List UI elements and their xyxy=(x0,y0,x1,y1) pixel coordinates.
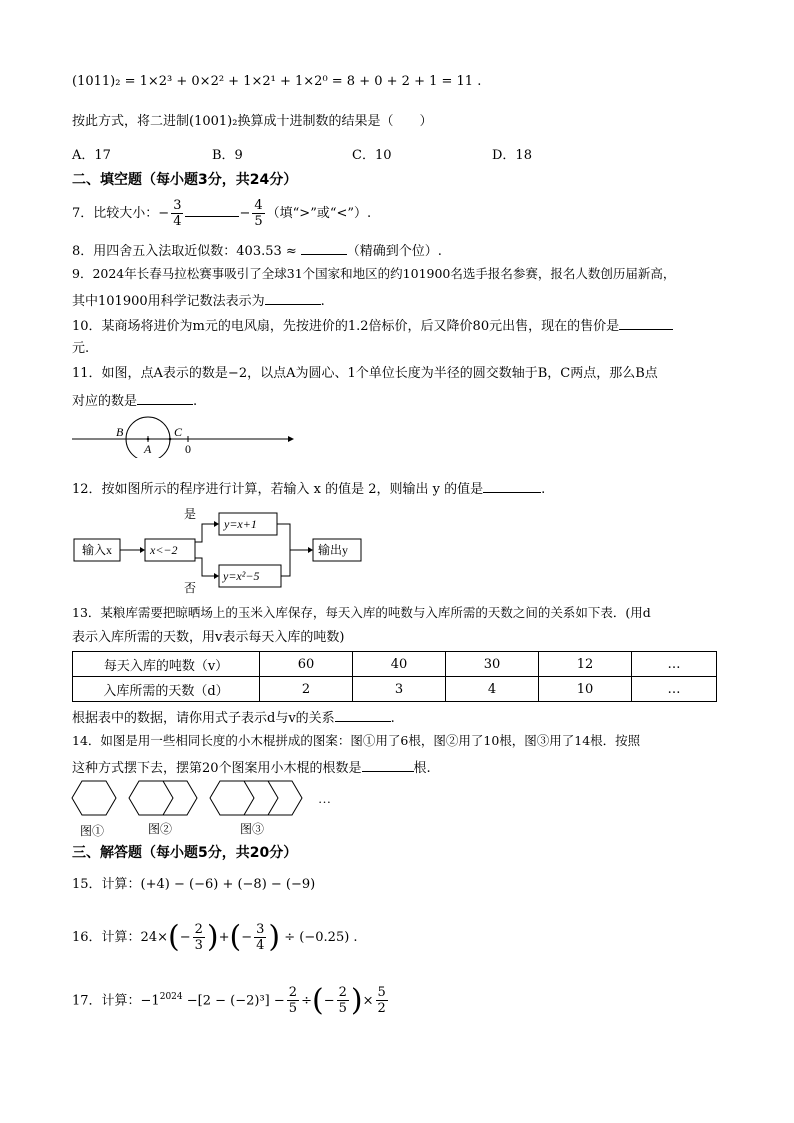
q17-frac3: $\frac{5}{2}$ xyxy=(377,985,386,1017)
label-c: C xyxy=(174,425,183,439)
table-cell: 3 xyxy=(353,677,446,702)
q13-after: 根据表中的数据，请你用式子表示d与v的关系 . xyxy=(72,707,395,728)
q17: 17．计算：$-1^{2024} -[2 - (-2)^3]$ − $\frac{2}{5}$ ÷(− $\frac{2}{5}$ )× $\frac{5}{2}$ xyxy=(72,982,386,1018)
point-c xyxy=(169,438,172,441)
hexagon-fig3a xyxy=(210,781,254,815)
flow-no-label: 否 xyxy=(184,581,197,595)
q16-frac1: $\frac{2}{3}$ xyxy=(194,922,203,953)
q6-stem xyxy=(72,113,432,131)
flow-cond-text: x<−2 xyxy=(150,543,178,557)
table-cell: 2 xyxy=(260,677,353,702)
table-cell: 30 xyxy=(446,652,539,677)
q16-frac2: $\frac{3}{4}$ xyxy=(256,922,265,953)
q9-answer-blank[interactable] xyxy=(265,290,321,305)
caption-fig3: 图③ xyxy=(240,822,265,836)
q11-number-line-figure xyxy=(72,416,296,458)
q9-line1: 9．2024年长春马拉松赛事吸引了全球31个国家和地区的约101900名选手报名参赛，报名人数创历届新高， xyxy=(72,266,676,281)
q7-suffix: （填“>”或“<”）. xyxy=(266,206,372,221)
q13-line2: 表示入库所需的天数，用v表示每天入库的吨数) xyxy=(72,630,345,645)
flow-f2-text: y=x²−5 xyxy=(223,569,260,583)
hexagon-fig2a xyxy=(129,781,173,815)
q6-option-b: B．9 xyxy=(212,148,243,163)
q14-hexagon-figures xyxy=(70,779,340,841)
caption-fig1: 图① xyxy=(80,824,105,838)
q7-frac2: $\frac{4}{5}$ xyxy=(254,198,263,229)
q12-flowchart xyxy=(72,502,372,596)
q6-option-c: C．10 xyxy=(352,148,392,163)
arrow-head-icon xyxy=(140,547,145,553)
arrow-head-icon xyxy=(308,547,313,553)
q7-frac1: $\frac{3}{4}$ xyxy=(173,198,182,229)
label-a: A xyxy=(144,442,152,456)
table-cell: 4 xyxy=(446,677,539,702)
label-b: B xyxy=(116,425,124,439)
q13-line1: 13．某粮库需要把晾晒场上的玉米入库保存，每天入库的吨数与入库所需的天数之间的关系如下表．(用d xyxy=(72,605,651,620)
label-zero: 0 xyxy=(185,442,191,456)
flow-output-text: 输出y xyxy=(318,543,349,557)
q16: 16．计算：24×(− $\frac{2}{3}$ )+(− $\frac{3}{4}$ ) ÷ (−0.25) . xyxy=(72,919,358,955)
flow-f1-text: y=x+1 xyxy=(224,517,257,531)
table-cell: … xyxy=(632,677,717,702)
q10-line1: 10．某商场将进价为m元的电风扇，先按进价的1.2倍标价，后又降价80元出售，现在的售价是 xyxy=(72,315,673,336)
arrow-head-icon xyxy=(214,573,219,579)
flow-input-text: 输入x xyxy=(82,543,113,557)
q11-line2: 对应的数是 . xyxy=(72,390,197,411)
q12-answer-blank[interactable] xyxy=(483,478,541,493)
hexagon-fig2b xyxy=(163,781,197,815)
q10-line2: 元. xyxy=(72,341,90,356)
q14-line2: 这种方式摆下去，摆第20个图案用小木棍的根数是 根. xyxy=(72,757,431,778)
q6-stem-num: (1001)₂ xyxy=(189,114,238,129)
section3-title: 三、解答题（每小题5分，共20分） xyxy=(72,845,298,861)
table-row xyxy=(73,677,717,702)
flow-merge-line xyxy=(277,524,290,576)
q7-prefix: 7．比较大小： xyxy=(72,206,159,221)
arrow-head-icon xyxy=(214,521,219,527)
table-cell: 40 xyxy=(353,652,446,677)
q11-line1: 11．如图，点A表示的数是−2，以点A为圆心、1个单位长度为半径的圆交数轴于B，C两点，那么B点 xyxy=(72,366,658,381)
q8 xyxy=(72,240,442,261)
flow-no-branch xyxy=(195,558,214,576)
q14-dots: … xyxy=(318,791,331,806)
q17-frac1: $\frac{2}{5}$ xyxy=(288,985,298,1017)
q9-line2: 其中101900用科学记数法表示为 . xyxy=(72,290,325,311)
q13-answer-blank[interactable] xyxy=(335,707,391,722)
q14-answer-blank[interactable] xyxy=(362,757,414,772)
caption-fig2: 图② xyxy=(148,822,173,836)
section2-title: 二、填空题（每小题3分，共24分） xyxy=(72,172,298,188)
q8-prefix: 8．用四舍五入法取近似数：403.53 ≈ xyxy=(72,244,297,259)
table-cell: 60 xyxy=(260,652,353,677)
flow-yes-label: 是 xyxy=(184,507,197,521)
row-label: 每天入库的吨数（v） xyxy=(73,652,260,677)
q7: 7．比较大小：− $\frac{3}{4}$ − $\frac{4}{5}$ （填“>”或“<”）. xyxy=(72,198,372,229)
table-row xyxy=(73,652,717,677)
hexagon-fig1 xyxy=(72,781,116,815)
q6-stem-pre: 按此方式，将二进制 xyxy=(72,114,190,129)
q8-answer-blank[interactable] xyxy=(301,240,347,255)
q11-answer-blank[interactable] xyxy=(137,390,193,405)
q17-exponent: 2024 xyxy=(159,992,183,1002)
q6-formula: (1011)₂ = 1×2³ + 0×2² + 1×2¹ + 1×2⁰ = 8 + 0 + 2 + 1 = 11 . xyxy=(72,74,482,89)
axis-arrow-icon xyxy=(288,436,294,442)
hexagon-fig3b xyxy=(244,781,278,815)
q8-suffix: （精确到个位）. xyxy=(346,244,442,259)
q15: 15．计算：(+4) − (−6) + (−8) − (−9) xyxy=(72,877,316,892)
q14-line1: 14．如图是用一些相同长度的小木棍拼成的图案：图①用了6根，图②用了10根，图③用了14根．按照 xyxy=(72,733,641,748)
table-cell: 12 xyxy=(539,652,632,677)
q6-stem-post: 换算成十进制数的结果是（ ） xyxy=(237,114,433,129)
q6-option-d: D．18 xyxy=(492,148,532,163)
q7-answer-blank[interactable] xyxy=(185,202,239,217)
hexagon-fig3c xyxy=(268,781,302,815)
q12-stem: 12．按如图所示的程序进行计算，若输入 x 的值是 2，则输出 y 的值是 . xyxy=(72,478,545,499)
point-a xyxy=(147,438,150,441)
flow-yes-branch xyxy=(195,524,216,542)
row-label: 入库所需的天数（d） xyxy=(73,677,260,702)
table-cell: … xyxy=(632,652,717,677)
q17-frac2: $\frac{2}{5}$ xyxy=(338,985,347,1017)
table-cell: 10 xyxy=(539,677,632,702)
q13-table xyxy=(72,651,717,702)
q6-option-a: A．17 xyxy=(72,148,111,163)
q10-answer-blank[interactable] xyxy=(619,315,673,330)
